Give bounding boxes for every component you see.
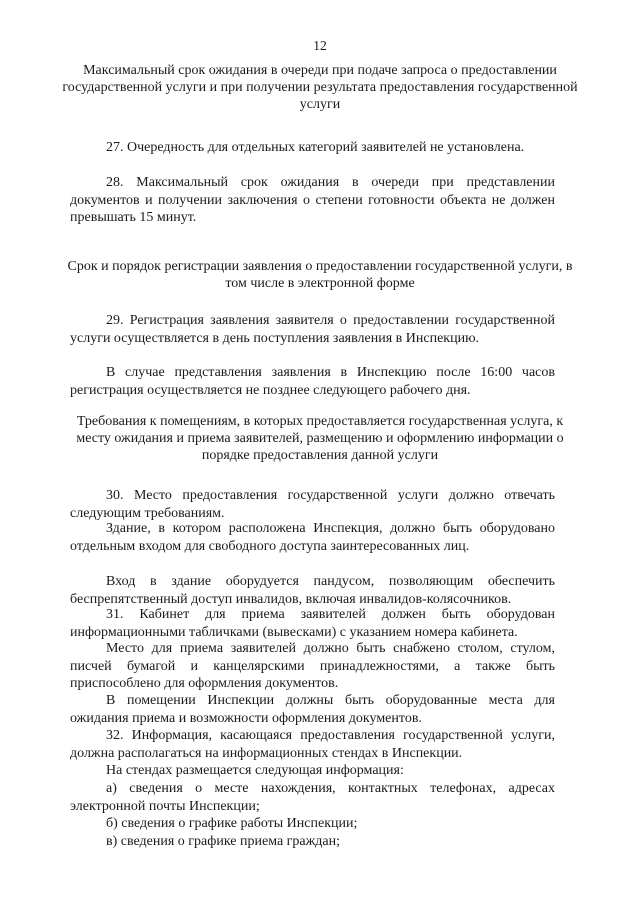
section-heading-registration: Срок и порядок регистрации заявления о предоставлении государственной услуги, в том числе в электронной форме bbox=[67, 259, 573, 291]
paragraph-32 bbox=[70, 727, 555, 762]
paragraph-waiting-area bbox=[70, 692, 555, 727]
paragraph-text: 29. Регистрация заявления заявителя о предоставлении государственной услуги осуществляется в день поступления заявления в Инспекцию. bbox=[70, 313, 555, 346]
paragraph-text: 32. Информация, касающаяся предоставления государственной услуги, должна располагаться на информационных стендах в Инспекции. bbox=[70, 728, 555, 761]
paragraph-text: В случае представления заявления в Инспекцию после 16:00 часов регистрация осуществляется не позднее следующего рабочего дня. bbox=[70, 365, 555, 398]
paragraph-building bbox=[70, 520, 555, 555]
list-item-a bbox=[70, 780, 555, 815]
paragraph-stands-intro bbox=[70, 762, 555, 780]
paragraph-text: Вход в здание оборудуется пандусом, позволяющим обеспечить беспрепятственный доступ инвалидов, включая инвалидов-колясочников. bbox=[70, 574, 555, 607]
paragraph-text: На стендах размещается следующая информация: bbox=[106, 763, 404, 778]
paragraph-28 bbox=[70, 174, 555, 227]
paragraph-30 bbox=[70, 487, 555, 522]
paragraph-text: В помещении Инспекции должны быть оборудованные места для ожидания приема и возможности оформления документов. bbox=[70, 693, 555, 726]
paragraph-ramp bbox=[70, 573, 555, 608]
paragraph-27 bbox=[70, 139, 555, 157]
paragraph-text: 27. Очередность для отдельных категорий заявителей не установлена. bbox=[106, 140, 525, 155]
paragraph-text: в) сведения о графике приема граждан; bbox=[106, 834, 341, 849]
paragraph-text: 28. Максимальный срок ожидания в очереди при представлении документов и получении заключения о степени готовности объекта не должен превышать 15 минут. bbox=[70, 175, 555, 225]
paragraph-after-hours bbox=[70, 364, 555, 399]
paragraph-text: Место для приема заявителей должно быть снабжено столом, стулом, писчей бумагой и канцелярскими принадлежностями, а также быть приспособлено для оформления документов. bbox=[70, 641, 555, 691]
paragraph-text: б) сведения о графике работы Инспекции; bbox=[106, 816, 358, 831]
list-item-c bbox=[70, 833, 555, 851]
paragraph-31 bbox=[70, 606, 555, 641]
paragraph-text: 31. Кабинет для приема заявителей должен быть оборудован информационными табличками (вывесками) с указанием номера кабинета. bbox=[70, 607, 555, 640]
paragraph-text: Здание, в котором расположена Инспекция, должно быть оборудовано отдельным входом для свободного доступа заинтересованных лиц. bbox=[70, 521, 555, 554]
paragraph-text: 30. Место предоставления государственной услуги должно отвечать следующим требованиям. bbox=[70, 488, 555, 521]
paragraph-text: а) сведения о месте нахождения, контактных телефонах, адресах электронной почты Инспекции; bbox=[70, 781, 555, 814]
page-number: 12 bbox=[313, 38, 327, 53]
section-heading-premises: Требования к помещениям, в которых предоставляется государственная услуга, к месту ожидания и приема заявителей, размещению и оформлению информации о порядке предоставления данной услуги bbox=[76, 414, 564, 463]
paragraph-reception-place bbox=[70, 640, 555, 693]
paragraph-29 bbox=[70, 312, 555, 347]
list-item-b bbox=[70, 815, 555, 833]
section-heading-queue-wait: Максимальный срок ожидания в очереди при подаче запроса о предоставлении государственной услуги и при получении результата предоставления государственной услуги bbox=[62, 63, 578, 112]
